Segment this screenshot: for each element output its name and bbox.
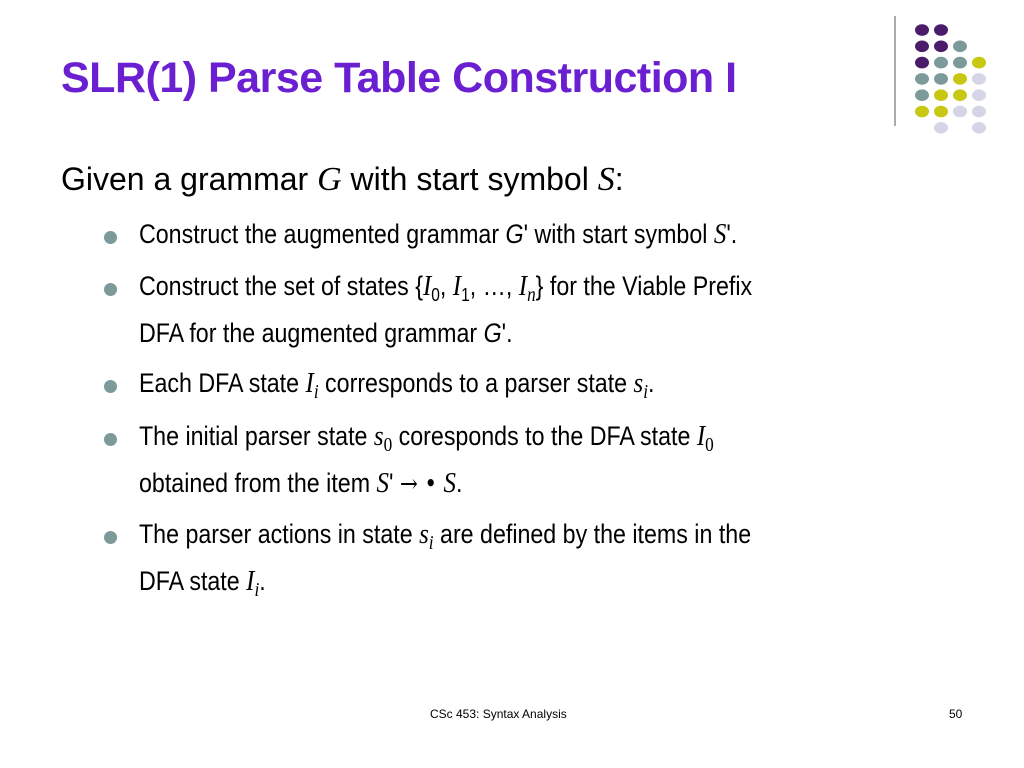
decoration-dot (972, 122, 986, 134)
bullet-dot-icon (104, 231, 117, 244)
item-dot-symbol: • (424, 469, 438, 498)
decoration-dot (934, 89, 948, 101)
decoration-dot (915, 41, 929, 53)
decoration-dot (953, 41, 967, 53)
decoration-dot (934, 106, 948, 118)
bullet-line: The initial parser state $s_0$ coresponds to the DFA state $I_0$ (139, 420, 714, 456)
decoration-dot (972, 89, 986, 101)
decoration-dot (953, 89, 967, 101)
bullet-text (139, 360, 853, 407)
slide-title: SLR(1) Parse Table Construction I (61, 54, 737, 102)
bullet-line: Each DFA state $I_i$ corresponds to a parser state $s_i$. (139, 367, 655, 403)
bullet-line: DFA state $I_i$. (139, 565, 266, 601)
bullet-text (139, 263, 853, 357)
bullet-line: The parser actions in state $s_i$ are defined by the items in the (139, 518, 752, 554)
bullet-line: Construct the set of states {$I_0$, $I_1$, …, $I_n$} for the Viable Prefix (139, 270, 753, 306)
bullet-text (139, 413, 853, 507)
decoration-dot (953, 106, 967, 118)
decoration-dot (915, 73, 929, 85)
bullet-line: Construct the augmented grammar G' with start symbol S'. (139, 218, 738, 250)
decoration-dot (915, 57, 929, 69)
decoration-dot (972, 73, 986, 85)
decoration-dot (934, 24, 948, 36)
decoration-dot (915, 89, 929, 101)
dot-grid-decoration (880, 14, 1010, 138)
bullet-dot-icon (104, 380, 117, 393)
arrow-symbol: → (399, 469, 418, 498)
bullet-text (139, 211, 853, 258)
bullet-text (139, 511, 853, 605)
bullet-dot-icon (104, 283, 117, 296)
decoration-dot (915, 106, 929, 118)
page-number: 50 (949, 707, 963, 721)
decoration-dot (915, 24, 929, 36)
intro-line: Given a grammar G with start symbol S: (61, 161, 624, 198)
decoration-dot (934, 41, 948, 53)
bullet-dot-icon (104, 433, 117, 446)
decoration-dot (953, 73, 967, 85)
footer-text: CSc 453: Syntax Analysis (430, 707, 567, 721)
decoration-dot (934, 122, 948, 134)
bullet-line: DFA for the augmented grammar G'. (139, 318, 513, 348)
decoration-dot (934, 73, 948, 85)
decoration-dot (972, 106, 986, 118)
decoration-dot (953, 57, 967, 69)
bullet-dot-icon (104, 531, 117, 544)
bullet-line: obtained from the item S' → • S. (139, 467, 463, 499)
decoration-dot (972, 57, 986, 69)
decoration-dot (934, 57, 948, 69)
